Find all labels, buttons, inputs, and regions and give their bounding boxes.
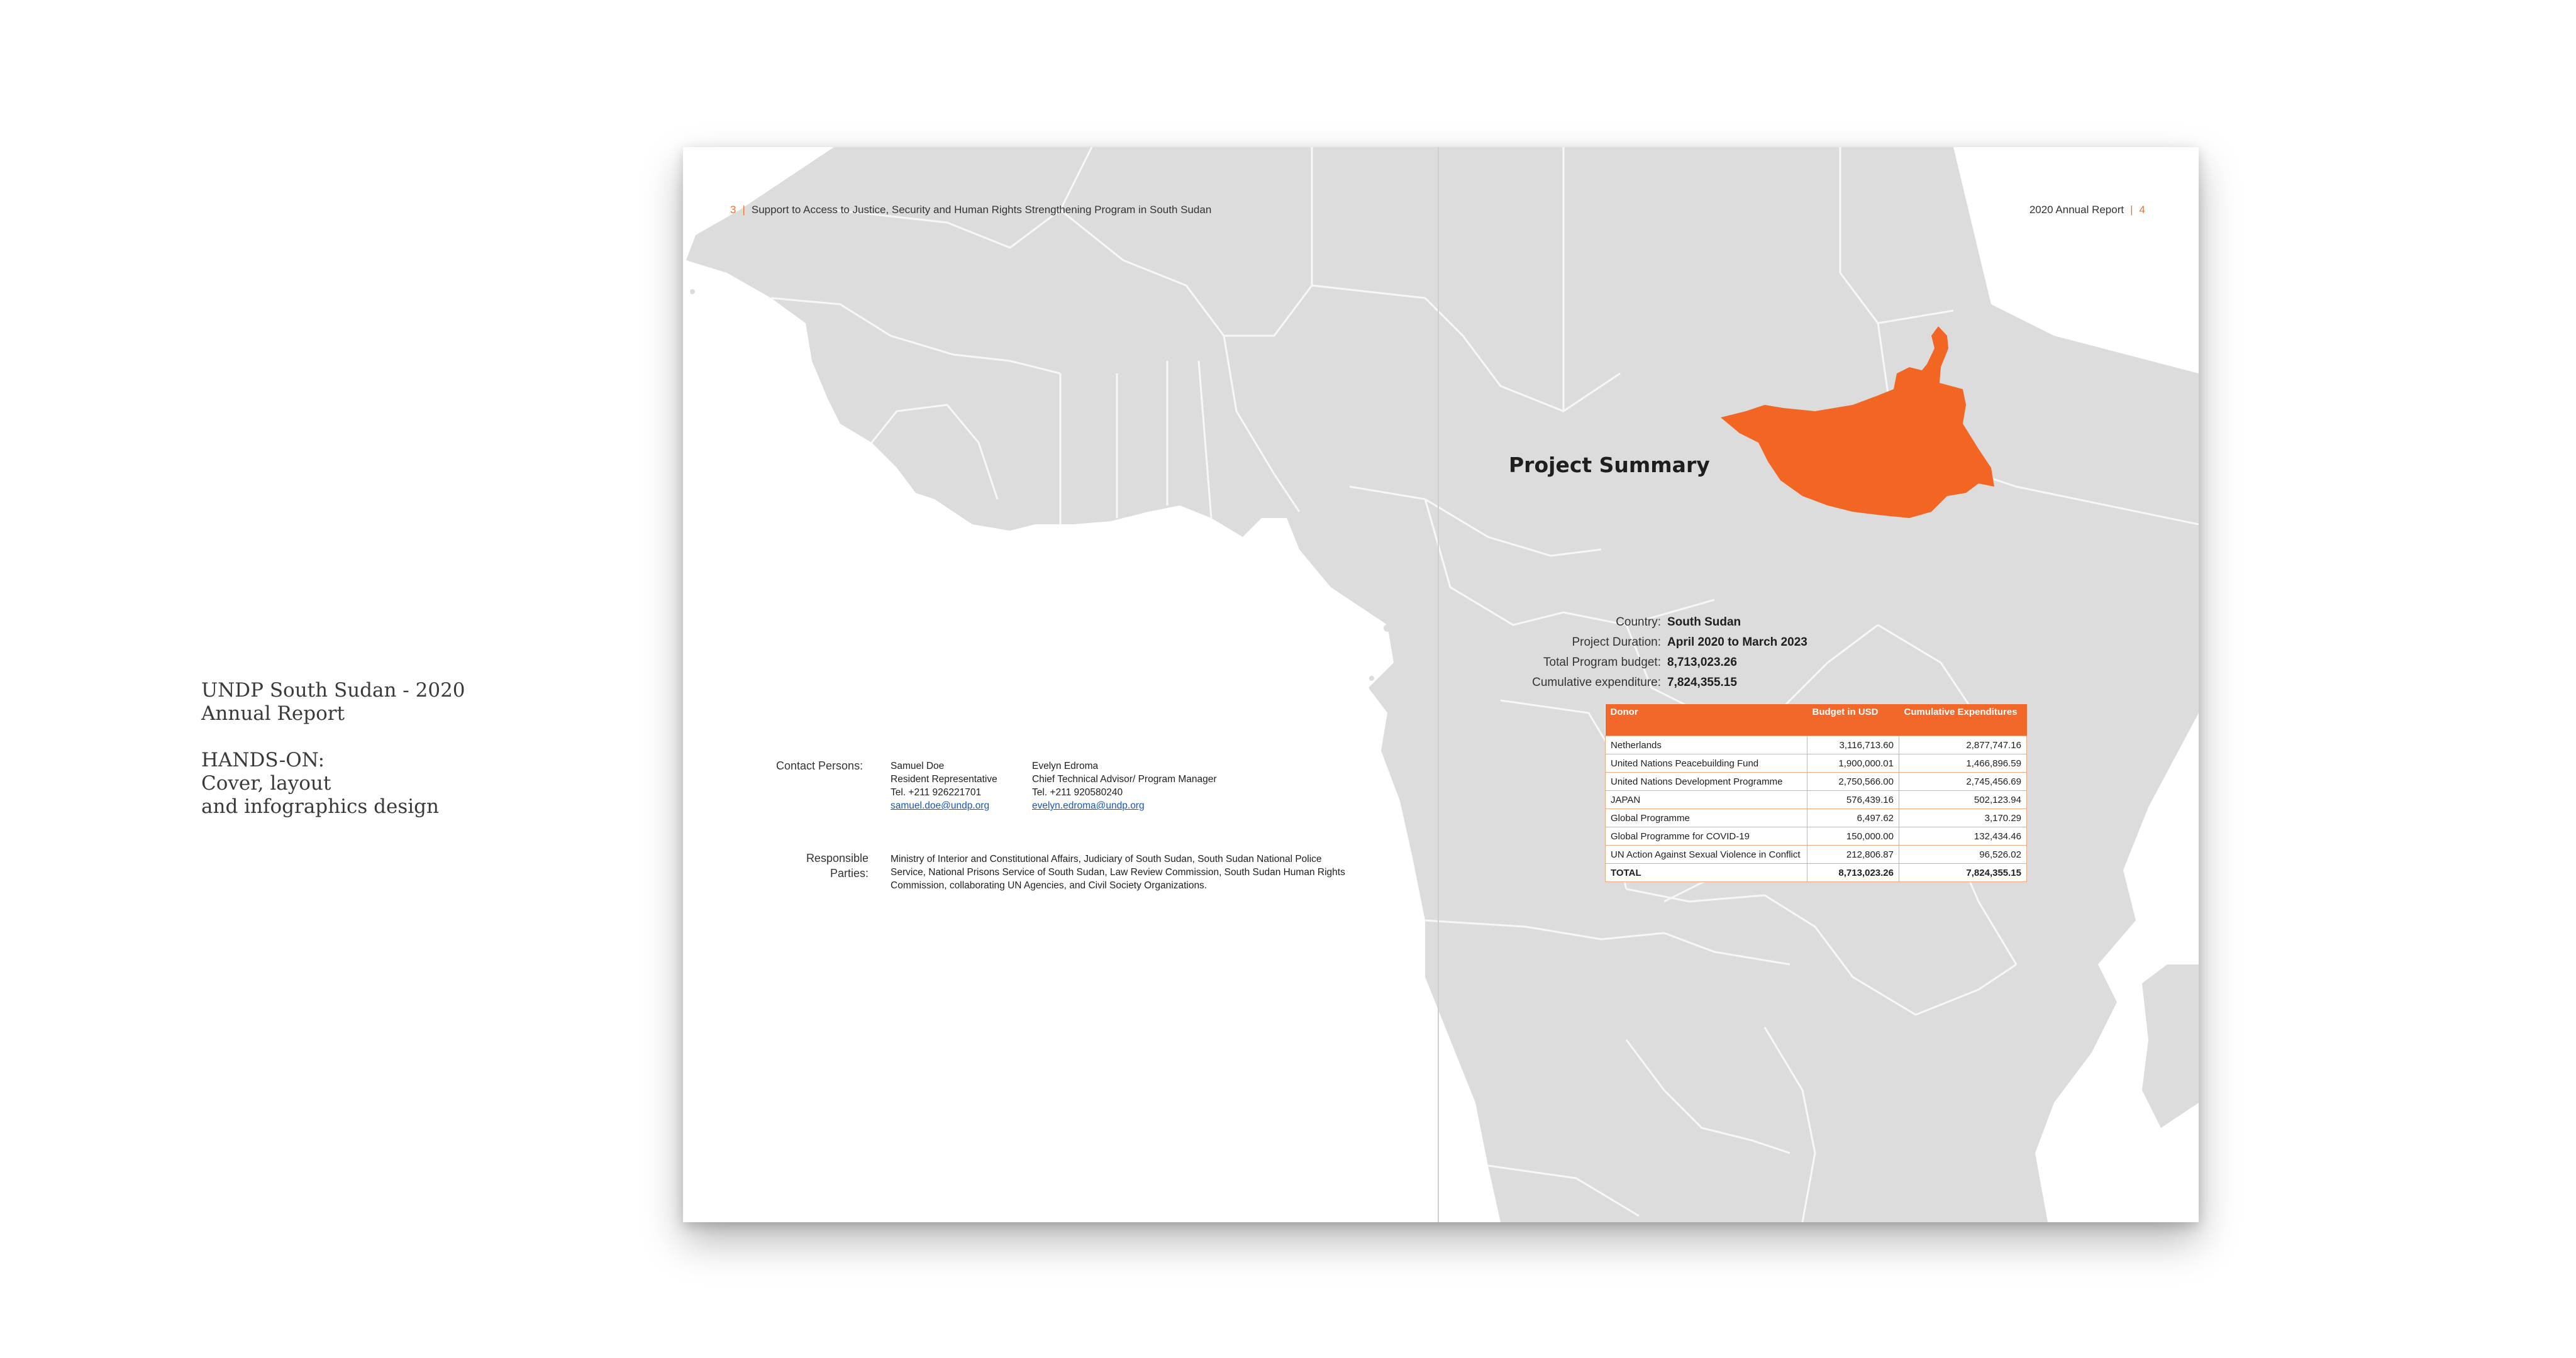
column-header: Budget in USD [1807, 704, 1899, 736]
caption-line: UNDP South Sudan - 2020 [201, 679, 465, 702]
contact-person-card [1032, 759, 1217, 812]
table-cell: JAPAN [1606, 791, 1807, 809]
island [690, 289, 695, 294]
table-cell: 2,745,456.69 [1899, 773, 2027, 791]
page-number: 3 [730, 204, 736, 216]
table-cell: 1,466,896.59 [1899, 754, 2027, 773]
summary-row-budget [1501, 653, 1807, 673]
running-head-right: 2020 Annual Report | 4 [2029, 204, 2145, 216]
table-cell: 96,526.02 [1899, 846, 2027, 864]
contact-email-link[interactable]: samuel.doe@undp.org [891, 800, 990, 811]
contact-role: Chief Technical Advisor/ Program Manager [1032, 774, 1217, 785]
contact-persons-label: Contact Persons: [776, 759, 863, 772]
caption-line: and infographics design [201, 795, 439, 818]
report-spread [683, 147, 2199, 1222]
table-cell: 576,439.16 [1807, 791, 1899, 809]
page-number: 4 [2139, 204, 2145, 216]
label-line: Responsible [806, 852, 869, 864]
contact-role: Resident Representative [891, 774, 997, 785]
table-row [1606, 846, 2027, 864]
label-line: Parties: [830, 867, 869, 880]
table-row [1606, 791, 2027, 809]
section-title: Project Summary [1509, 453, 1710, 477]
project-summary-list [1501, 612, 1807, 693]
table-cell: 2,750,566.00 [1807, 773, 1899, 791]
table-cell: 502,123.94 [1899, 791, 2027, 809]
summary-value: South Sudan [1667, 616, 1741, 629]
running-head-left: 3 | Support to Access to Justice, Security and Human Rights Strengthening Program in South Sudan [730, 204, 1212, 216]
responsible-parties-text: Ministry of Interior and Constitutional Affairs, Judiciary of South Sudan, South Sudan National Police Service, National Prisons Service of South Sudan, Law Review Commission, South Sudan Human Rights Commission, collaborating UN Agencies, and Civil Society Organizations. [891, 854, 1345, 891]
running-head-title: Support to Access to Justice, Security and Human Rights Strengthening Program in South Sudan [751, 204, 1212, 216]
table-cell: 6,497.62 [1807, 809, 1899, 827]
table-cell: United Nations Development Programme [1606, 773, 1807, 791]
table-cell: 212,806.87 [1807, 846, 1899, 864]
donor-table [1605, 704, 2027, 882]
summary-label: Total Program budget: [1543, 656, 1661, 669]
contact-name: Evelyn Edroma [1032, 761, 1099, 771]
table-header-row [1606, 704, 2027, 736]
table-row [1606, 754, 2027, 773]
madagascar-island [2142, 964, 2199, 1128]
contact-phone: Tel. +211 926221701 [891, 787, 982, 798]
contact-email-link[interactable]: evelyn.edroma@undp.org [1032, 800, 1145, 811]
table-row [1606, 736, 2027, 754]
summary-row-duration [1501, 632, 1807, 653]
table-cell: 3,170.29 [1899, 809, 2027, 827]
summary-row-expenditure [1501, 673, 1807, 693]
table-cell: 7,824,355.15 [1899, 864, 2027, 882]
table-cell: 132,434.46 [1899, 827, 2027, 846]
table-cell: 150,000.00 [1807, 827, 1899, 846]
africa-map [683, 147, 2199, 1222]
africa-landmass [686, 147, 2199, 1222]
summary-label: Country: [1616, 616, 1661, 629]
table-row [1606, 773, 2027, 791]
portfolio-caption [201, 679, 465, 819]
page-gutter [1438, 147, 1439, 1222]
table-cell: Global Programme for COVID-19 [1606, 827, 1807, 846]
contact-phone: Tel. +211 920580240 [1032, 787, 1123, 798]
table-cell: Netherlands [1606, 736, 1807, 754]
summary-value: April 2020 to March 2023 [1667, 636, 1807, 649]
summary-value: 8,713,023.26 [1667, 656, 1737, 669]
table-cell: 1,900,000.01 [1807, 754, 1899, 773]
table-cell: 2,877,747.16 [1899, 736, 2027, 754]
table-cell: United Nations Peacebuilding Fund [1606, 754, 1807, 773]
table-cell: 8,713,023.26 [1807, 864, 1899, 882]
running-head-title: 2020 Annual Report [2029, 204, 2124, 216]
table-row [1606, 827, 2027, 846]
table-cell: Global Programme [1606, 809, 1807, 827]
island [1384, 624, 1391, 632]
column-header: Cumulative Expenditures [1899, 704, 2027, 736]
contact-person-card [891, 759, 997, 812]
caption-line: Annual Report [201, 702, 345, 725]
column-header: Donor [1606, 704, 1807, 736]
summary-label: Project Duration: [1572, 636, 1661, 649]
table-row [1606, 809, 2027, 827]
summary-label: Cumulative expenditure: [1532, 676, 1661, 689]
responsible-parties-label [796, 851, 869, 881]
summary-value: 7,824,355.15 [1667, 676, 1737, 689]
summary-row-country [1501, 612, 1807, 632]
caption-line: Cover, layout [201, 772, 331, 795]
table-cell: UN Action Against Sexual Violence in Conflict [1606, 846, 1807, 864]
contact-name: Samuel Doe [891, 761, 945, 771]
table-cell: 3,116,713.60 [1807, 736, 1899, 754]
table-cell: TOTAL [1606, 864, 1807, 882]
caption-line: HANDS-ON: [201, 749, 325, 771]
island [1369, 676, 1374, 681]
table-total-row [1606, 864, 2027, 882]
